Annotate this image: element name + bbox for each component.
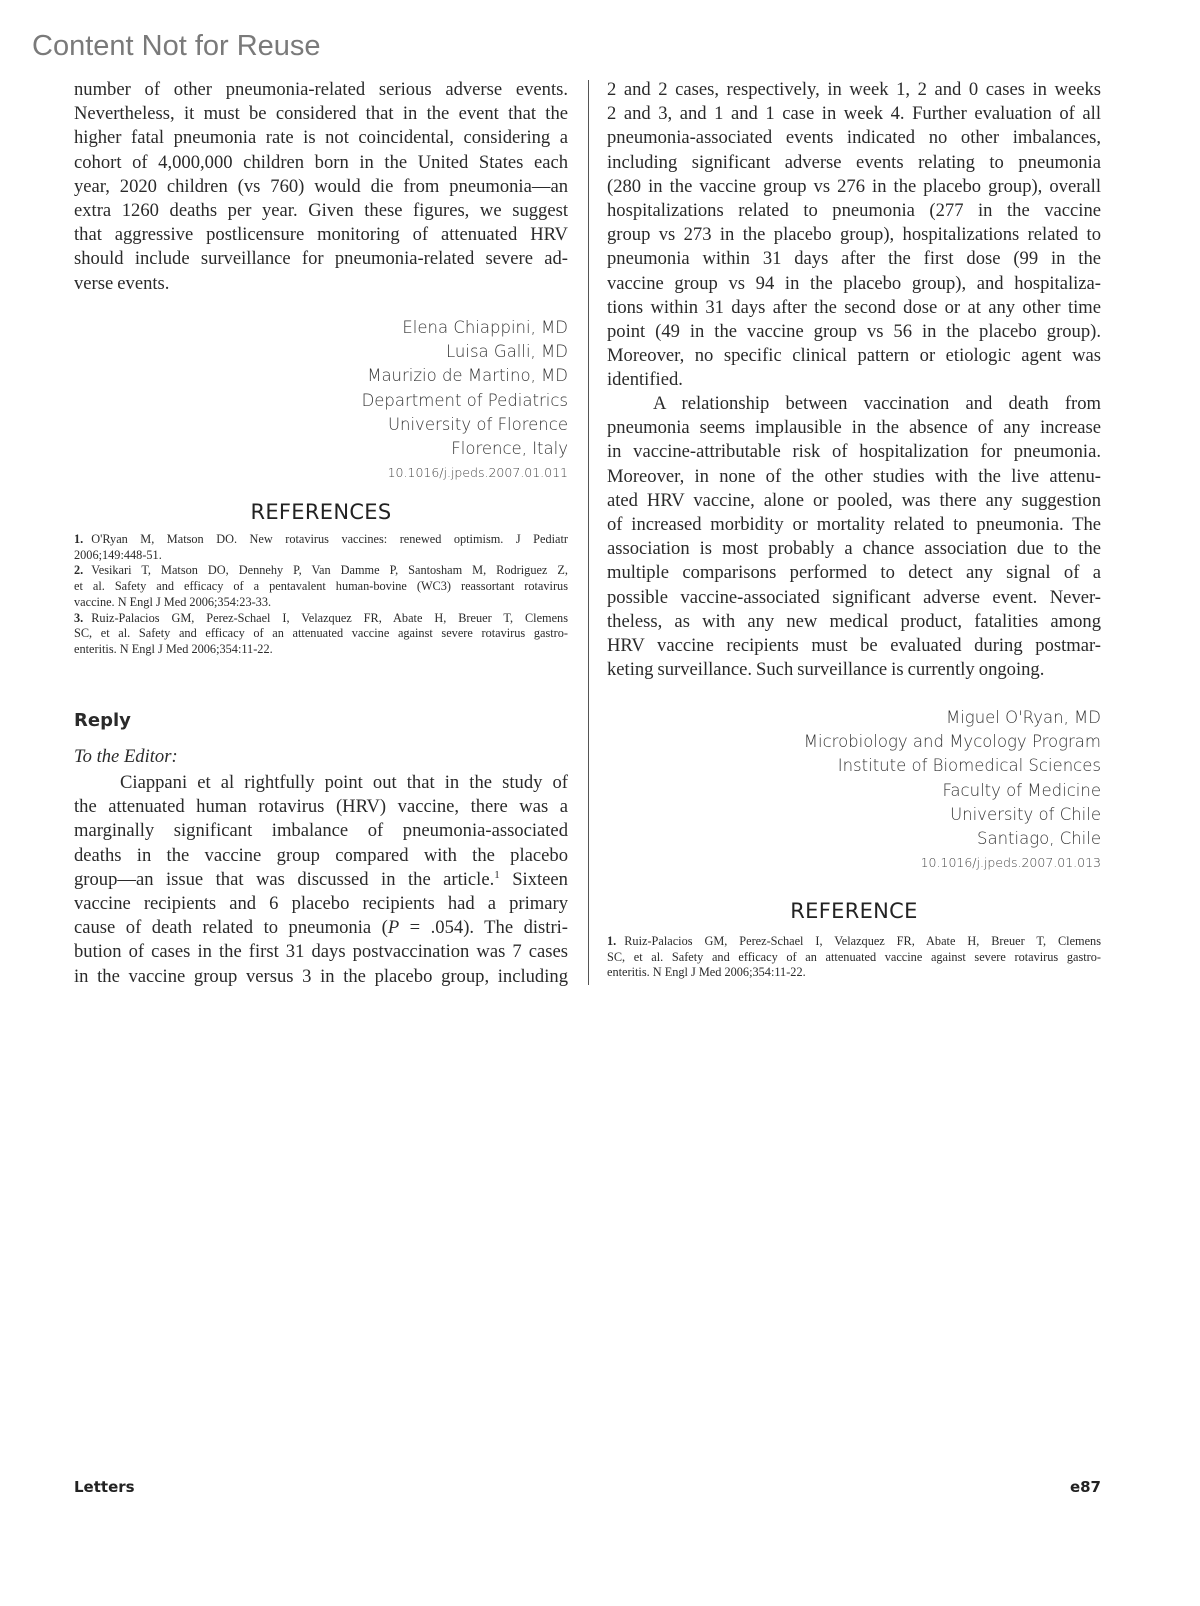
reference-line	[74, 563, 568, 579]
text-segment: in the vaccine group versus 3 in the placebo group, including	[74, 965, 568, 987]
text-line: Moreover, no specific clinical pattern or etiologic agent was	[607, 345, 1101, 367]
references-list-2	[607, 934, 1101, 981]
doi: 10.1016/j.jpeds.2007.01.011	[387, 465, 568, 481]
text-line: Nevertheless, it must be considered that in the event that the	[74, 103, 568, 125]
text-segment: deaths in the vaccine group compared with the placebo	[74, 844, 568, 866]
text-line: possible vaccine-associated significant adverse event. Never-	[607, 586, 1101, 608]
signature-line: Microbiology and Mycology Program	[803, 732, 1101, 752]
text-line	[74, 771, 568, 795]
text-line	[74, 892, 568, 916]
text-line: multiple comparisons performed to detect any signal of a	[607, 562, 1101, 584]
text-segment: cause of death related to pneumonia (	[74, 917, 388, 939]
text-line: vaccine group vs 94 in the placebo group), and hospitaliza-	[607, 272, 1101, 294]
reference-line	[74, 595, 568, 611]
text-line: higher fatal pneumonia rate is not coincidental, considering a	[74, 127, 568, 149]
signature-line: University of Chile	[950, 804, 1101, 824]
page-number: e87	[1069, 1478, 1101, 1496]
signature-line: Elena Chiappini, MD	[402, 318, 568, 337]
signature-line: Florence, Italy	[451, 439, 568, 459]
text-line: cohort of 4,000,000 children born in the United States each	[74, 151, 568, 173]
text-line: HRV vaccine recipients must be evaluated during postmar-	[607, 634, 1101, 656]
reference-text: Ruiz-Palacios GM, Perez-Schael I, Velazquez FR, Abate H, Breuer T, Clemens	[91, 610, 568, 625]
reference-text: Ruiz-Palacios GM, Perez-Schael I, Velazquez FR, Abate H, Breuer T, Clemens	[624, 934, 1101, 948]
text-line: association is most probably a chance association due to the	[607, 538, 1101, 560]
signature-line: Santiago, Chile	[977, 829, 1101, 849]
text-line: verse events.	[74, 272, 170, 294]
text-line: ated HRV vaccine, alone or pooled, was there any suggestion	[607, 489, 1101, 511]
reference-number: 2.	[74, 563, 84, 578]
reference-text: et al. Safety and efficacy of a pentavalent human-bovine (WC3) reassortant rotavirus	[74, 579, 568, 594]
reference-line	[607, 934, 1101, 950]
reference-line	[74, 548, 568, 564]
right-paragraph-1	[607, 78, 1101, 392]
text-line: keting surveillance. Such surveillance is currently ongoing.	[607, 659, 1045, 681]
text-line: in vaccine-attributable risk of hospitalization for pneumonia.	[607, 441, 1101, 463]
reference-text: SC, et al. Safety and efficacy of an attenuated vaccine against severe rotavirus gastro-	[607, 949, 1101, 964]
text-segment: = .054). The distri-	[399, 917, 568, 939]
text-line: theless, as with any new medical product, fatalities among	[607, 610, 1101, 632]
text-line: 2 and 2 cases, respectively, in week 1, 2 and 0 cases in weeks	[607, 79, 1101, 100]
text-line: year, 2020 children (vs 760) would die from pneumonia—an	[74, 175, 568, 197]
text-line: extra 1260 deaths per year. Given these figures, we suggest	[74, 199, 568, 221]
footer-section-label: Letters	[74, 1478, 135, 1496]
reference-line	[74, 626, 568, 642]
reference-text: SC, et al. Safety and efficacy of an attenuated vaccine against severe rotavirus gastro-	[74, 626, 568, 641]
reference-text: vaccine. N Engl J Med 2006;354:23-33.	[74, 594, 272, 609]
signature-line: University of Florence	[387, 414, 568, 434]
references-list-1	[74, 532, 568, 658]
text-line	[74, 965, 568, 989]
watermark: Content Not for Reuse	[32, 30, 321, 62]
text-line: of increased morbidity or mortality related to pneumonia. The	[607, 513, 1101, 535]
text-segment: vaccine recipients and 6 placebo recipients had a primary	[74, 892, 568, 914]
text-segment: Sixteen	[499, 868, 568, 890]
text-line	[74, 916, 568, 940]
reference-text: O'Ryan M, Matson DO. New rotavirus vaccines: renewed optimism. J Pediatr	[91, 532, 568, 546]
reference-text: Vesikari T, Matson DO, Dennehy P, Van Damme P, Santosham M, Rodriguez Z,	[91, 563, 568, 578]
text-segment: bution of cases in the first 31 days postvaccination was 7 cases	[74, 941, 568, 963]
signature-block-2	[607, 706, 1101, 875]
text-line: pneumonia seems implausible in the absence of any increase	[607, 417, 1101, 439]
text-segment: P	[387, 917, 400, 939]
reference-line	[74, 579, 568, 595]
text-line: group vs 273 in the placebo group), hospitalizations related to	[607, 224, 1101, 246]
reference-line	[607, 965, 1101, 981]
text-line: A relationship between vaccination and death from	[653, 393, 1101, 414]
text-line	[74, 819, 568, 843]
text-line: identified.	[607, 369, 683, 391]
text-line: hospitalizations related to pneumonia (277 in the vaccine	[607, 199, 1101, 221]
salutation: To the Editor:	[74, 746, 178, 767]
text-segment: Ciappani et al rightfully point out that in the study of	[120, 772, 568, 793]
reference-number: 1.	[607, 934, 617, 948]
reply-paragraph-1	[74, 771, 568, 989]
column-divider	[588, 80, 589, 985]
text-line	[74, 940, 568, 964]
signature-block-1	[74, 316, 568, 485]
signature-line: Department of Pediatrics	[361, 390, 568, 410]
reference-text: 2006;149:448-51.	[74, 547, 162, 562]
signature-line: Maurizio de Martino, MD	[367, 366, 568, 386]
citation-superscript: 1	[494, 868, 500, 881]
text-line: that aggressive postlicensure monitoring of attenuated HRV	[74, 224, 568, 246]
references-heading: REFERENCES	[250, 500, 392, 524]
doi: 10.1016/j.jpeds.2007.01.013	[920, 855, 1101, 871]
reference-line	[74, 532, 568, 548]
text-line: (280 in the vaccine group vs 276 in the placebo group), overall	[607, 175, 1101, 197]
text-segment: the attenuated human rotavirus (HRV) vaccine, there was a	[74, 796, 568, 818]
text-line: including significant adverse events relating to pneumonia	[607, 151, 1101, 173]
reference-text: enteritis. N Engl J Med 2006;354:11-22.	[74, 641, 273, 656]
signature-line: Miguel O'Ryan, MD	[945, 708, 1101, 727]
text-line: 2 and 3, and 1 and 1 case in week 4. Further evaluation of all	[607, 103, 1101, 125]
reference-line	[607, 950, 1101, 966]
reference-number: 1.	[74, 532, 84, 546]
text-segment: marginally significant imbalance of pneumonia-associated	[74, 820, 568, 842]
text-segment: group—an issue that was discussed in the article.	[74, 868, 495, 890]
text-line: tions within 31 days after the second dose or at any other time	[607, 296, 1101, 318]
reference-line	[74, 642, 568, 658]
text-line: should include surveillance for pneumonia-related severe ad-	[74, 248, 568, 270]
left-paragraph-1	[74, 78, 568, 296]
reference-number: 3.	[74, 610, 84, 625]
reference-text: enteritis. N Engl J Med 2006;354:11-22.	[607, 965, 806, 980]
signature-line: Luisa Galli, MD	[446, 342, 568, 362]
reference-line	[74, 611, 568, 627]
text-line: number of other pneumonia-related serious adverse events.	[74, 79, 568, 100]
text-line	[74, 795, 568, 819]
reference-heading: REFERENCE	[790, 899, 918, 923]
text-line	[74, 868, 568, 892]
text-line: pneumonia within 31 days after the first dose (99 in the	[607, 248, 1101, 270]
signature-line: Institute of Biomedical Sciences	[837, 756, 1101, 776]
text-line: pneumonia-associated events indicated no other imbalances,	[607, 127, 1101, 149]
text-line: Moreover, in none of the other studies with the live attenu-	[607, 465, 1101, 487]
reply-heading: Reply	[74, 710, 131, 731]
right-paragraph-2	[607, 392, 1101, 682]
signature-line: Faculty of Medicine	[942, 780, 1101, 800]
text-line	[74, 844, 568, 868]
text-line: point (49 in the vaccine group vs 56 in the placebo group).	[607, 320, 1101, 342]
